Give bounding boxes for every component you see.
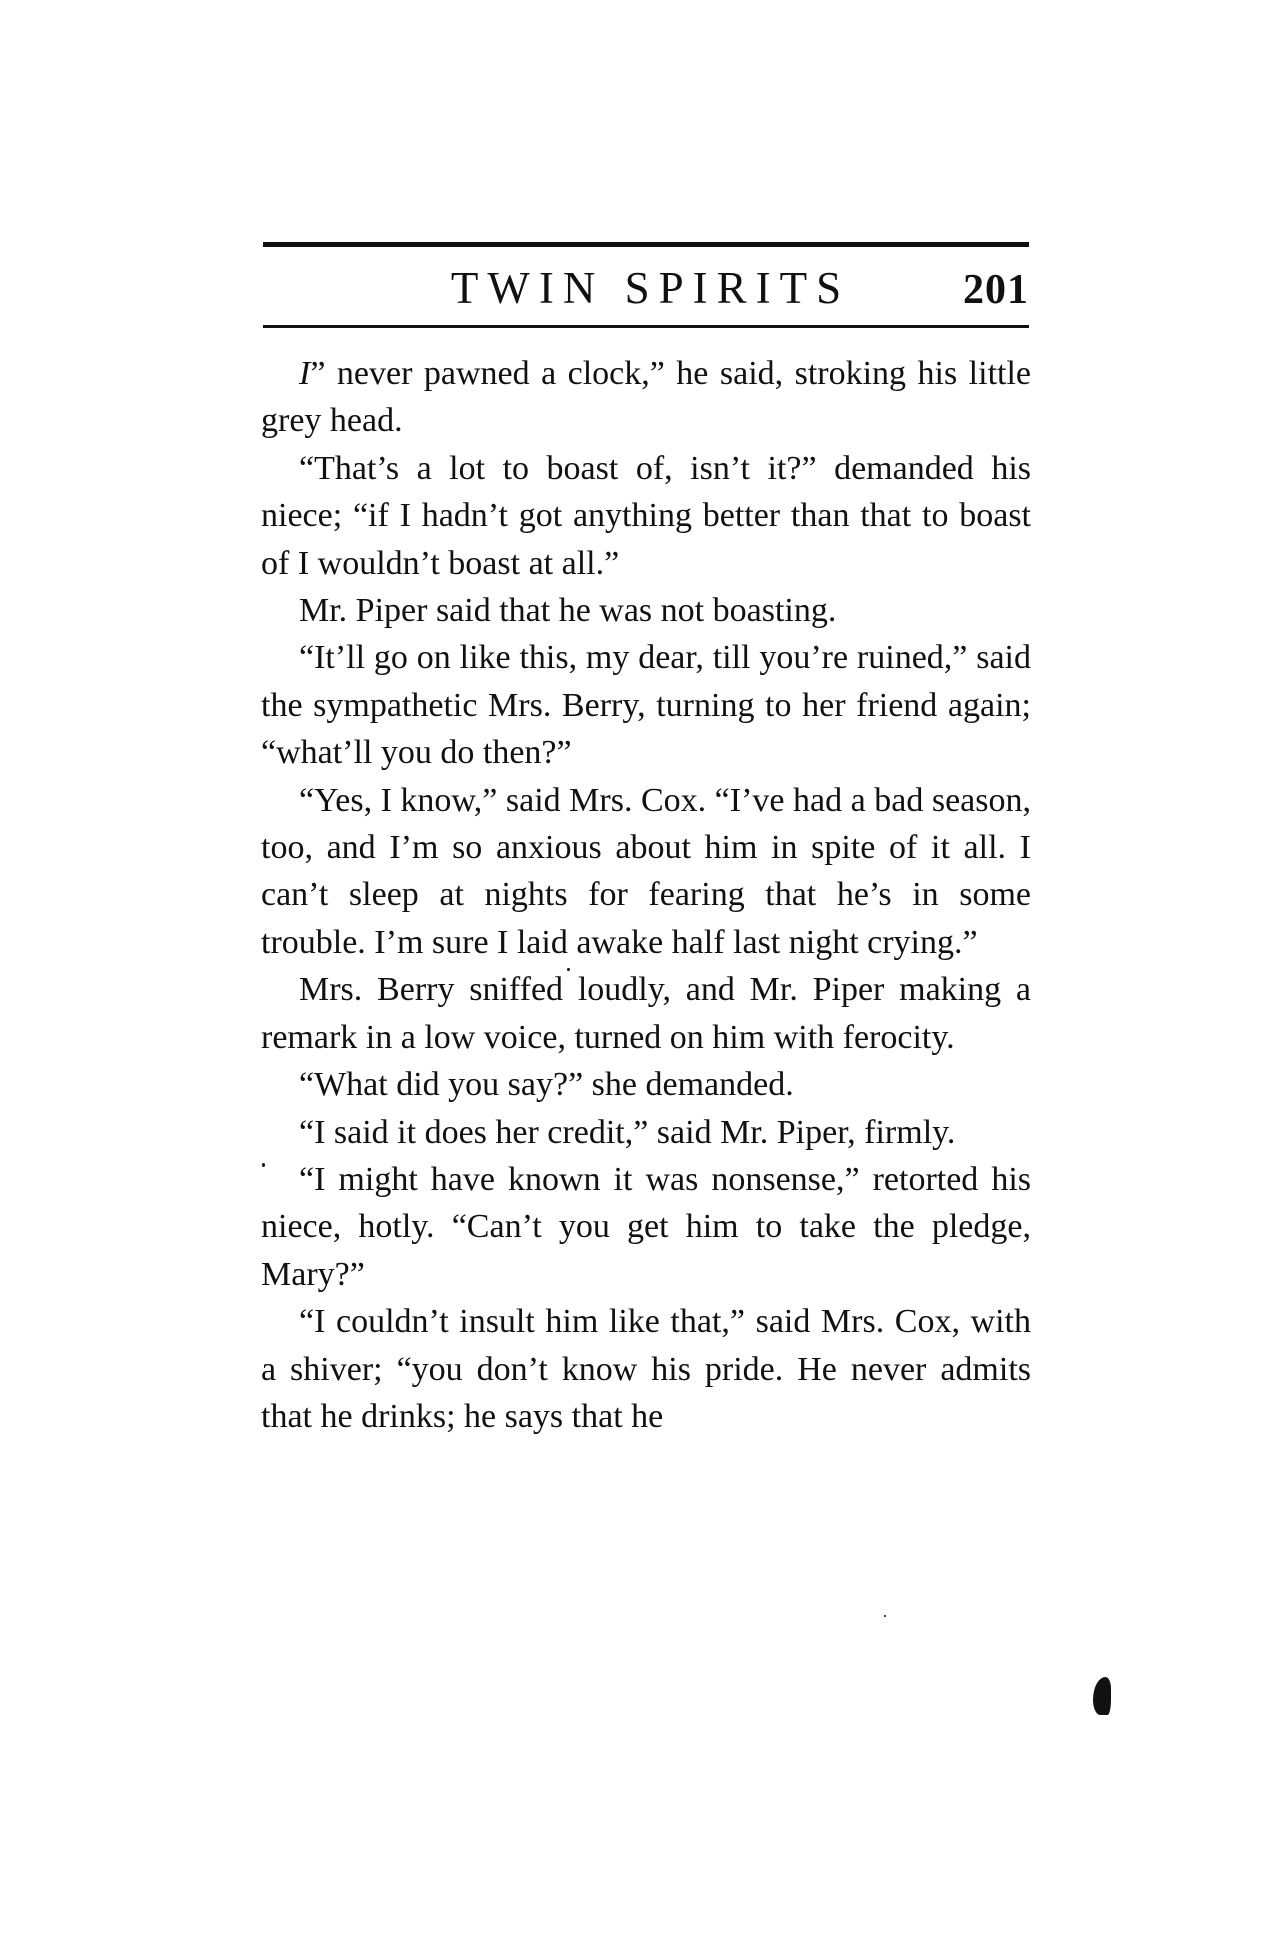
italic-word: I (299, 355, 311, 392)
paragraph: “I said it does her credit,” said Mr. Piper, firmly. (299, 1113, 956, 1151)
paragraph: “Yes, I know,” said Mrs. Cox. “I’ve had a bad season, too, and I’m so anxious about him in spite of it all. I can’t sleep at nights for fearing that he’s in some trouble. I’m sure I laid awake half last night crying.” (261, 781, 1031, 961)
header-rule-top (263, 242, 1029, 247)
paragraph: “I couldn’t insult him like that,” said Mrs. Cox, with a shiver; “you don’t know his pride. He never admits that he drinks; he says that he (261, 1303, 1031, 1435)
print-speck (262, 1163, 265, 1167)
ink-blot (1093, 1677, 1111, 1715)
paragraph-text: ” never pawned a clock,” he said, stroking his little grey head. (261, 355, 1031, 440)
running-title: TWIN SPIRITS (450, 263, 851, 313)
paragraph: Mr. Piper said that he was not boasting. (299, 592, 837, 630)
paragraph: “I might have known it was nonsense,” retorted his niece, hotly. “Can’t you get him to take the pledge, Mary?” (261, 1160, 1031, 1293)
paragraph (261, 350, 1031, 445)
paragraph: “That’s a lot to boast of, isn’t it?” demanded his niece; “if I hadn’t got anything better than that to boast of I wouldn’t boast at all.” (261, 449, 1031, 582)
print-speck (567, 968, 570, 971)
header-rule-bottom (263, 325, 1029, 328)
paragraph: “It’ll go on like this, my dear, till you’re ruined,” said the sympathetic Mrs. Berry, turning to her friend again; “what’ll you do then?” (261, 639, 1031, 772)
page-number: 201 (963, 267, 1029, 313)
paragraph: Mrs. Berry sniffed loudly, and Mr. Piper making a remark in a low voice, turned on him with ferocity. (261, 971, 1031, 1056)
paragraph: “What did you say?” she demanded. (299, 1066, 794, 1104)
running-head (263, 254, 1029, 320)
print-speck (884, 1615, 886, 1617)
body-text (261, 350, 1031, 1440)
